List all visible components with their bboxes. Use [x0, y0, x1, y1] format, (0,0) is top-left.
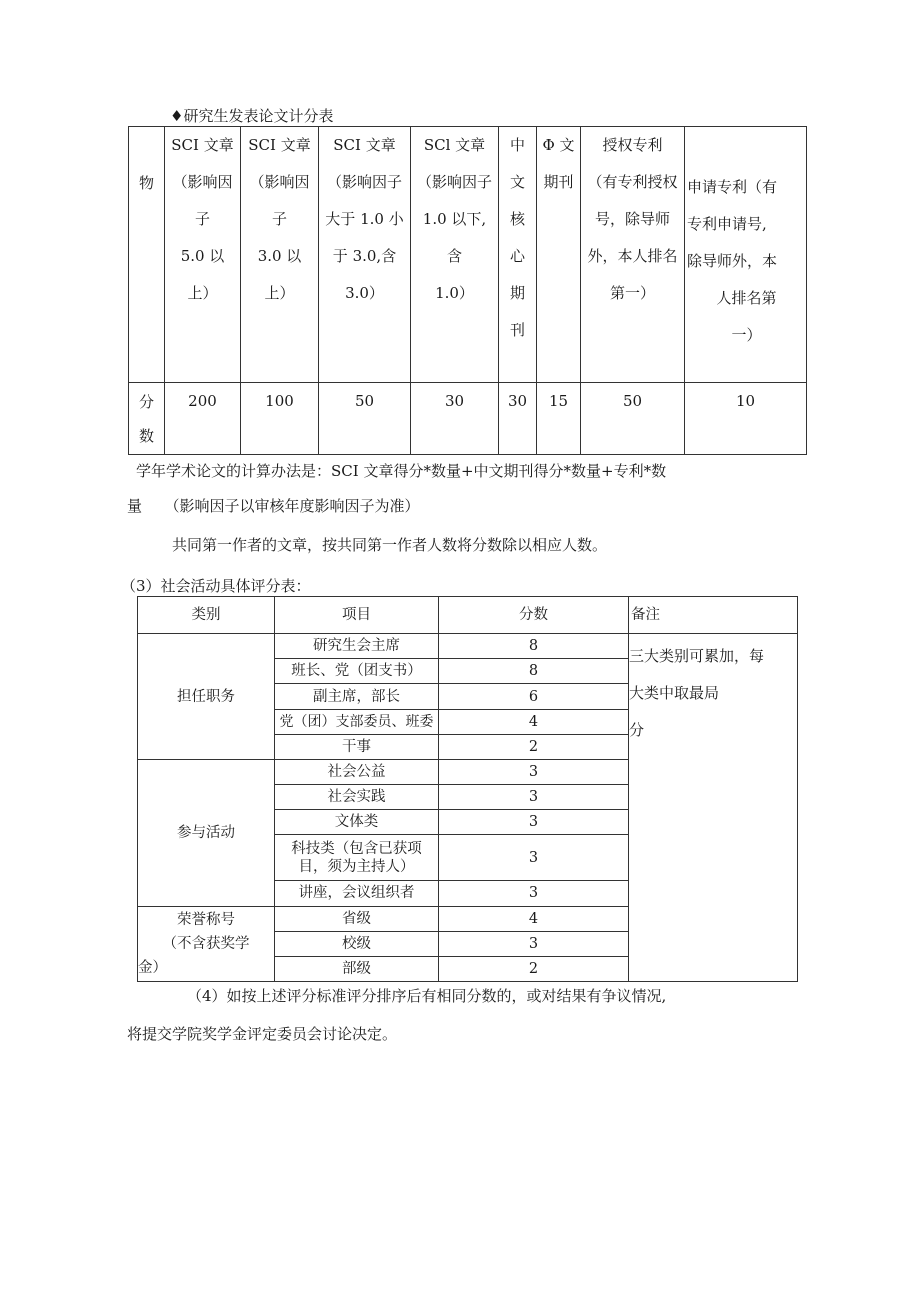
- social-activity-table: [137, 596, 798, 982]
- item-name: 研究生会主席: [275, 634, 439, 659]
- item-score: 6: [439, 684, 629, 709]
- item-name: 党（团）支部委员、班委: [275, 709, 439, 734]
- item-score: 3: [439, 881, 629, 906]
- header-sci-5: SCI 文章 （影响因 子 5.0 以 上）: [165, 127, 241, 383]
- header-score: 分数: [439, 597, 629, 634]
- score-cell: 100: [241, 383, 319, 455]
- score-cell: 10: [685, 383, 807, 455]
- score-cell: 30: [499, 383, 537, 455]
- score-cell: 50: [581, 383, 685, 455]
- item-score: 4: [439, 709, 629, 734]
- header-category: 类别: [138, 597, 275, 634]
- item-name: 部级: [275, 956, 439, 981]
- note-cell: 三大类别可累加，每 大类中取最局 分: [629, 634, 798, 982]
- item-name: 社会实践: [275, 784, 439, 809]
- calc-method-line2: 量 （影响因子以审核年度影响因子为准）: [127, 497, 420, 515]
- item-score: 3: [439, 784, 629, 809]
- category-position: 担任职务: [138, 634, 275, 760]
- table1-title: ♦研究生发表论文计分表: [170, 107, 334, 125]
- score-cell: 30: [411, 383, 499, 455]
- header-sci-1-3: SCI 文章 （影响因子 大于 1.0 小 于 3.0,含 3.0）: [319, 127, 411, 383]
- item-score: 3: [439, 759, 629, 784]
- header-note: 备注: [629, 597, 798, 634]
- item-name: 干事: [275, 734, 439, 759]
- item-name: 社会公益: [275, 759, 439, 784]
- section4-line1: （4）如按上述评分标准评分排序后有相同分数的，或对结果有争议情况,: [187, 987, 667, 1005]
- score-cell: 15: [537, 383, 581, 455]
- section4-line2: 将提交学院奖学金评定委员会讨论决定。: [127, 1025, 398, 1043]
- header-applied-patent: 申请专利（有 专利申请号, 除导师外，本 人排名第 一）: [685, 127, 807, 383]
- section3-title: （3）社会活动具体评分表：: [121, 577, 311, 595]
- item-name: 科技类（包含已获项目，须为主持人）: [275, 835, 439, 881]
- item-name: 省级: [275, 906, 439, 931]
- item-name: 文体类: [275, 810, 439, 835]
- item-score: 3: [439, 931, 629, 956]
- item-score: 3: [439, 835, 629, 881]
- header-sci-below-1: SCl 文章 （影响因子 1.0 以下, 含 1.0）: [411, 127, 499, 383]
- header-sci-3: SCI 文章 （影响因 子 3.0 以 上）: [241, 127, 319, 383]
- item-score: 2: [439, 956, 629, 981]
- score-label: 分 数: [129, 383, 165, 455]
- score-cell: 200: [165, 383, 241, 455]
- header-item: 项目: [275, 597, 439, 634]
- item-name: 讲座，会议组织者: [275, 881, 439, 906]
- header-granted-patent: 授权专利 （有专利授权 号，除导师 外，本人排名 第一）: [581, 127, 685, 383]
- category-activity: 参与活动: [138, 759, 275, 906]
- co-author-note: 共同第一作者的文章，按共同第一作者人数将分数除以相应人数。: [172, 536, 608, 554]
- item-score: 3: [439, 810, 629, 835]
- header-chinese-core: 中 文 核 心 期 刊: [499, 127, 537, 383]
- paper-score-table: [128, 126, 807, 455]
- score-cell: 50: [319, 383, 411, 455]
- item-name: 副主席，部长: [275, 684, 439, 709]
- item-score: 8: [439, 659, 629, 684]
- header-category: 物: [129, 127, 165, 383]
- item-score: 2: [439, 734, 629, 759]
- item-score: 4: [439, 906, 629, 931]
- header-chinese-journal: Φ 文 期刊: [537, 127, 581, 383]
- item-name: 校级: [275, 931, 439, 956]
- category-honor: 荣誉称号 （不含获奖学 金）: [138, 906, 275, 981]
- item-score: 8: [439, 634, 629, 659]
- item-name: 班长、党（团支书）: [275, 659, 439, 684]
- calc-method-line1: 学年学术论文的计算办法是：SCI 文章得分*数量+中文期刊得分*数量+专利*数: [136, 462, 667, 480]
